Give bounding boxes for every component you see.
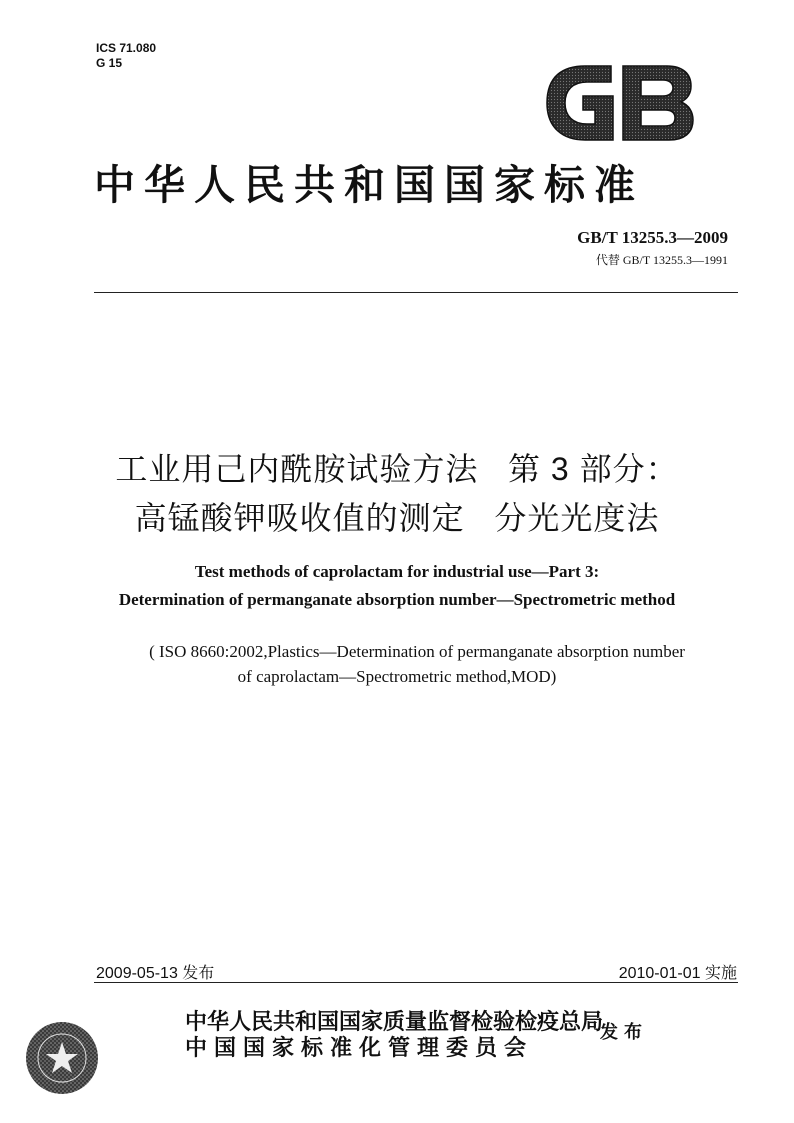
ics-code: ICS 71.080 xyxy=(96,41,157,55)
ccs-code: G 15 xyxy=(96,56,123,70)
classification-codes xyxy=(96,41,156,71)
iso-reference-line-2: of caprolactam—Spectrometric method,MOD) xyxy=(237,667,557,686)
issuer-line-2: 中国国家标准化管理委员会 xyxy=(185,1035,534,1060)
implementation-date: 2010-01-01 实施 xyxy=(618,965,737,982)
replaces-standard: 代替 GB/T 13255.3—1991 xyxy=(595,253,728,267)
chinese-title-line-1: 工业用己内酰胺试验方法 第 3 部分： xyxy=(115,451,679,487)
english-title-line-2: Determination of permanganate absorption number—Spectrometric method xyxy=(118,590,676,609)
header-divider xyxy=(94,292,738,293)
iso-reference-line-1: ( ISO 8660:2002,Plastics—Determination of permanganate absorption number xyxy=(149,642,685,661)
seal-icon xyxy=(22,1018,102,1098)
publish-label: 发布 xyxy=(600,1022,648,1042)
english-title-line-1: Test methods of caprolactam for industrial use—Part 3: xyxy=(194,562,600,581)
footer-divider xyxy=(94,982,738,983)
standard-number: GB/T 13255.3—2009 xyxy=(577,228,728,247)
gb-logo xyxy=(541,62,697,144)
chinese-title-line-2: 高锰酸钾吸收值的测定 分光光度法 xyxy=(134,500,660,536)
issue-date: 2009-05-13 发布 xyxy=(96,965,215,982)
national-standard-heading: 中华人民共和国国家标准 xyxy=(94,162,644,208)
issuer-line-1: 中华人民共和国国家质量监督检验检疫总局 xyxy=(185,1009,604,1034)
